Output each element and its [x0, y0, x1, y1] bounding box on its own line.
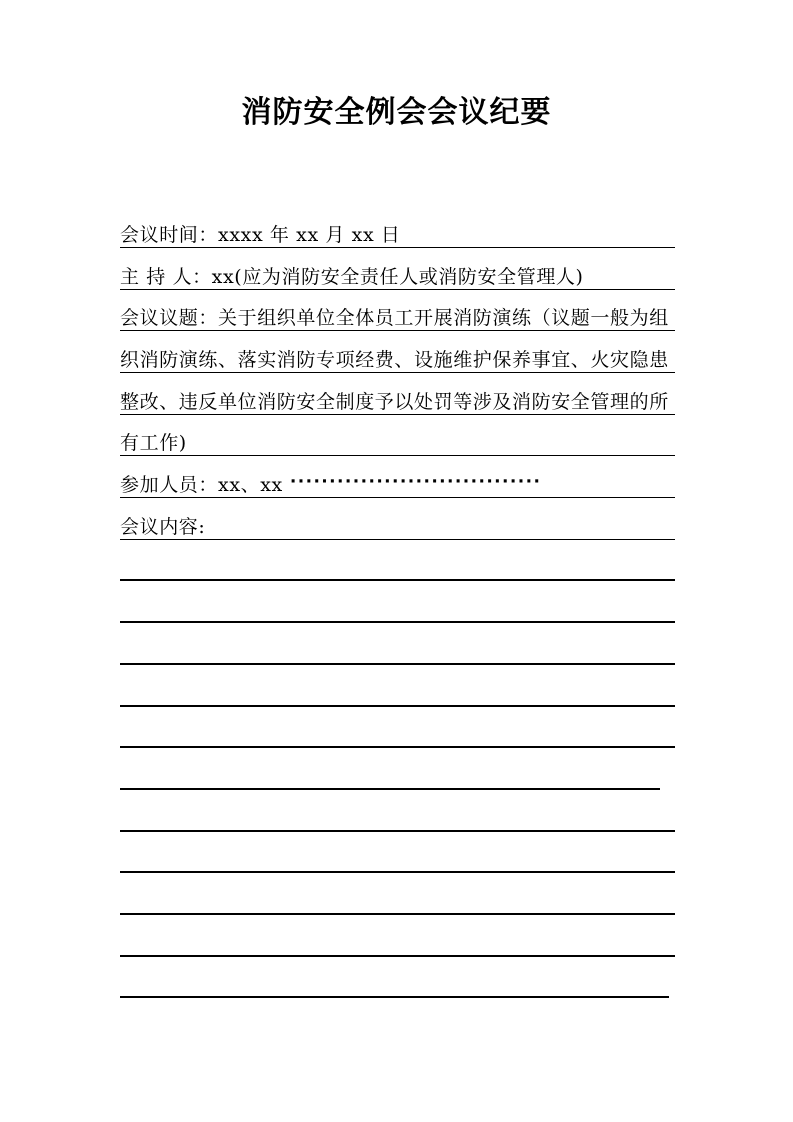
blank-line: [120, 540, 675, 582]
field-topic-line-3-text: 整改、违反单位消防安全制度予以处罚等涉及消防安全管理的所: [120, 390, 669, 413]
field-meeting-time: [120, 206, 675, 248]
field-host-text: 主 持 人：xx(应为消防安全责任人或消防安全管理人): [120, 265, 584, 288]
document-title: 消防安全例会会议纪要: [241, 95, 552, 130]
field-topic-line-1-text: 会议议题：关于组织单位全体员工开展消防演练（议题一般为组: [120, 307, 669, 330]
form-area: [120, 206, 675, 998]
blank-line: [120, 790, 675, 832]
field-topic-line-2: [120, 331, 675, 373]
field-meeting-content-text: 会议内容:: [120, 515, 206, 538]
participants-dots: ································: [289, 472, 542, 493]
field-meeting-content: [120, 498, 675, 540]
field-topic-line-1: [120, 290, 675, 332]
blank-line: [120, 707, 675, 749]
field-topic-line-4: [120, 415, 675, 457]
blank-line: [120, 915, 675, 957]
blank-line: [120, 623, 675, 665]
blank-line: [120, 873, 675, 915]
blank-line: [120, 665, 675, 707]
blank-line: [120, 748, 660, 790]
blank-line: [120, 581, 675, 623]
blank-line: [120, 957, 669, 999]
field-host: [120, 248, 675, 290]
field-topic-line-4-text: 有工作): [120, 432, 187, 455]
field-topic-line-3: [120, 373, 675, 415]
blank-line: [120, 832, 675, 874]
field-meeting-time-text: 会议时间：xxxx 年 xx 月 xx 日: [120, 223, 401, 246]
field-participants-text: 参加人员：xx、xx: [120, 474, 283, 497]
field-participants: [120, 456, 675, 498]
field-topic-line-2-text: 织消防演练、落实消防专项经费、设施维护保养事宜、火灾隐患: [120, 349, 669, 372]
